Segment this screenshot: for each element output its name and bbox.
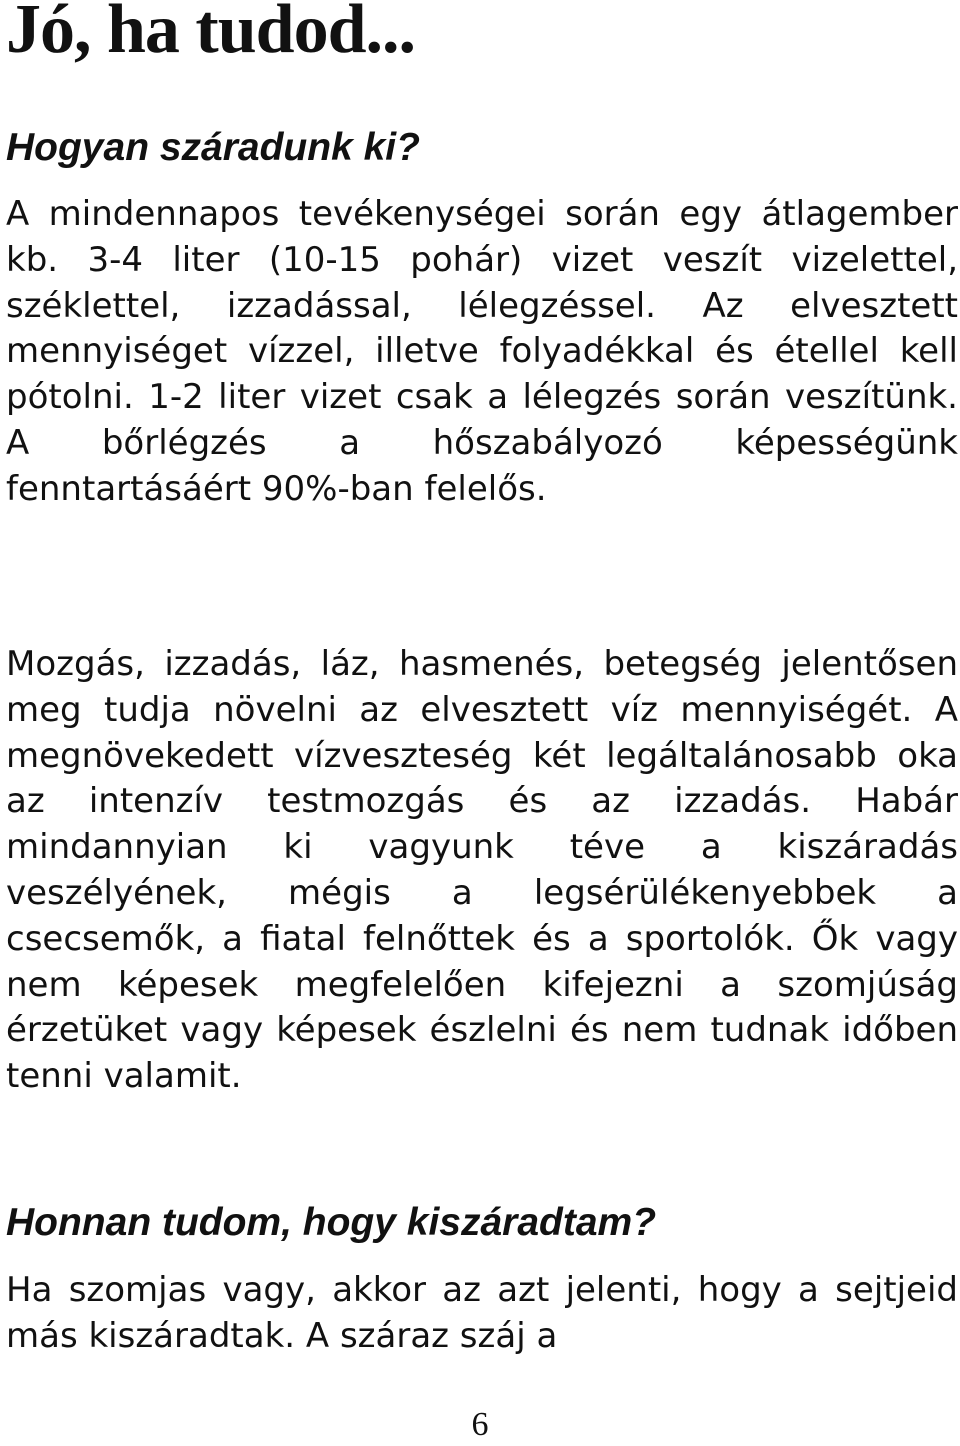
paragraph-thirst: Ha szomjas vagy, akkor az azt jelenti, hogy a sejtjeid más kiszáradtak. A száraz száj a: [6, 1270, 958, 1356]
paragraph-water-loss: A mindennapos tevékenységei során egy átlagember kb. 3-4 liter (10-15 pohár) vizet veszít vizelettel, széklettel, izzadással, lélegzéssel. Az elvesztett mennyiséget vízzel, illetve folyadékkal és étellel kell pótolni. 1-2 liter vizet csak a lélegzés során veszítünk. A bőrlégzés a hőszabályozó képességünk fenntartásáért 90%-ban felelős.: [6, 194, 958, 509]
page-number: 6: [471, 1406, 489, 1443]
section-heading-signs: Honnan tudom, hogy kiszáradtam?: [6, 1201, 657, 1244]
paragraph-risk-factors: Mozgás, izzadás, láz, hasmenés, betegség jelentősen meg tudja növelni az elvesztett víz mennyiségét. A megnövekedett vízveszteség két legáltalánosabb oka az intenzív testmozgás és az izzadás. Habár mindannyian ki vagyunk téve a kiszáradás veszélyének, mégis a legsérülékenyebbek a csecsemők, a fiatal felnőttek és a sportolók. Ők vagy nem képesek megfelelően kifejezni a szomjúság érzetüket vagy képesek észlelni és nem tudnak időben tenni valamit.: [6, 644, 958, 1097]
section-heading-dehydration: Hogyan száradunk ki?: [6, 126, 420, 169]
page-title: Jó, ha tudod...: [6, 0, 416, 68]
